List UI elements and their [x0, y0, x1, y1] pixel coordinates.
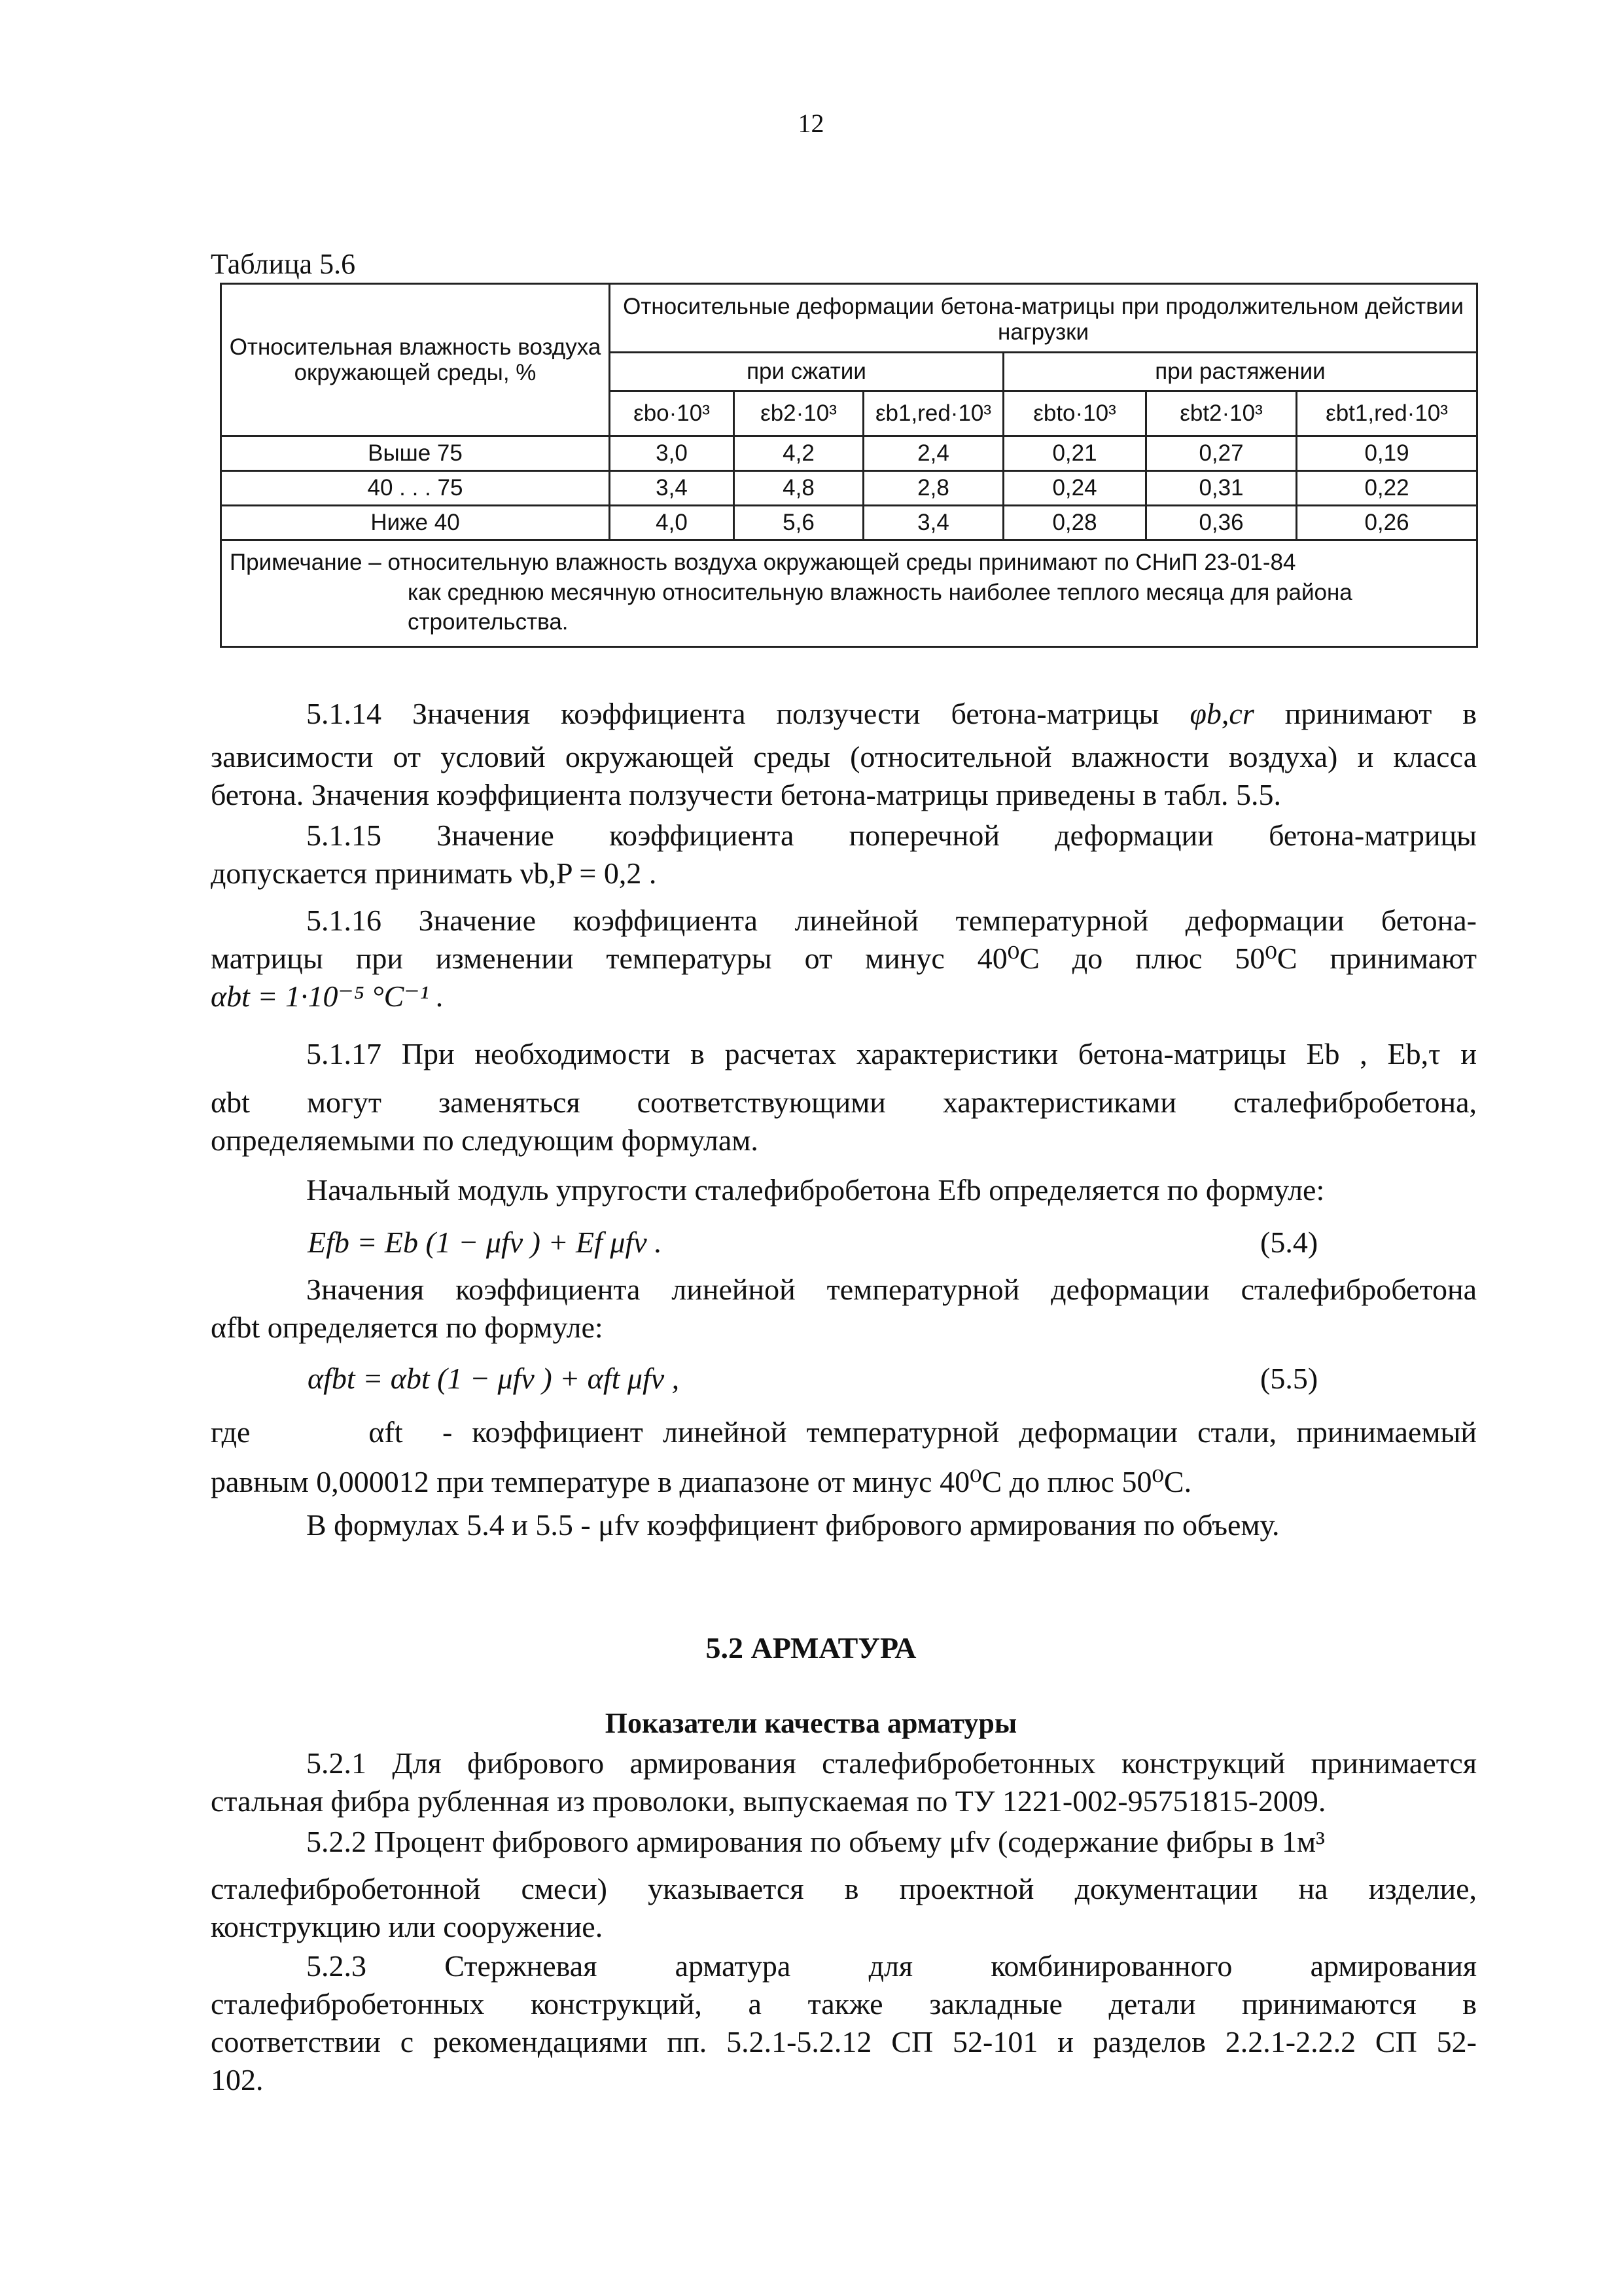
p-5-1-16-line-2: матрицы при изменении температуры от минус 40⁰С до плюс 50⁰С принимают [211, 942, 1477, 975]
table-cell: 3,0 [610, 436, 734, 471]
table-cell: 4,8 [734, 471, 864, 506]
table-note [221, 540, 1477, 647]
paragraph-5-1-15 [211, 817, 1477, 892]
table-cell: 4,0 [610, 506, 734, 540]
table-cell: 0,22 [1297, 471, 1477, 506]
table-cell: 0,26 [1297, 506, 1477, 540]
paragraph-alpha [211, 1271, 1477, 1347]
p-5-2-3-line-2: сталефибробетонных конструкций, а также закладные детали принимаются в [211, 1987, 1477, 2021]
row-label: Выше 75 [221, 436, 610, 471]
p-5-2-1-line-2: стальная фибра рубленная из проволоки, выпускаемая по ТУ 1221-002-95751815-2009. [211, 1784, 1326, 1818]
table-cell: 0,24 [1004, 471, 1146, 506]
p-5-2-2-line-2: сталефибробетонной смеси) указывается в проектной документации на изделие, [211, 1872, 1477, 1905]
p-5-2-2-line-1: 5.2.2 Процент фибрового армирования по объему μfv (содержание фибры в 1м³ [306, 1825, 1325, 1858]
table-cell: 0,27 [1146, 436, 1297, 471]
section-heading-5-2: 5.2 АРМАТУРА [705, 1631, 917, 1665]
subheader-eps-bto: εbto·10³ [1004, 391, 1146, 436]
table-cell: 3,4 [864, 506, 1004, 540]
paragraph-5-2-3 [211, 1947, 1477, 2099]
subheader-eps-bt2: εbt2·10³ [1146, 391, 1297, 436]
p-5-1-17-line-1: 5.1.17 При необходимости в расчетах характеристики бетона-матрицы Eb , Eb,τ и [306, 1037, 1477, 1070]
table-caption: Таблица 5.6 [211, 248, 356, 280]
table-cell: 5,6 [734, 506, 864, 540]
note-line-1: Примечание – относительную влажность воздуха окружающей среды принимают по СНиП 23-01-84 [230, 550, 1296, 575]
note-line-3: строительства. [408, 609, 569, 635]
p-alpha-line-1: Значения коэффициента линейной температурной деформации сталефибробетона [306, 1273, 1477, 1306]
header-deformations: Относительные деформации бетона-матрицы при продолжительном действии нагрузки [610, 284, 1477, 353]
p-5-1-14-text-b: принимают в [1284, 697, 1477, 730]
p-5-1-15-line-2: допускается принимать νb,P = 0,2 . [211, 857, 657, 890]
table-cell: 2,8 [864, 471, 1004, 506]
table-cell: 3,4 [610, 471, 734, 506]
row-label: Ниже 40 [221, 506, 610, 540]
p-5-2-2-line-3: конструкцию или сооружение. [211, 1910, 603, 1943]
p-modulus-line: Начальный модуль упругости сталефибробетона Efb определяется по формуле: [306, 1173, 1325, 1207]
p-alpha-line-2: αfbt определяется по формуле: [211, 1311, 603, 1344]
subheader-eps-bt1-red: εbt1,red·10³ [1297, 391, 1477, 436]
table-row [221, 506, 1477, 540]
paragraph-5-1-17 [211, 1035, 1477, 1073]
p-5-1-17-line-2: αbt могут заменяться соответствующими характеристиками сталефибробетона, [211, 1086, 1477, 1119]
paragraph-5-1-17-cont [211, 1084, 1477, 1159]
subheader-eps-b2: εb2·10³ [734, 391, 864, 436]
table-cell: 0,36 [1146, 506, 1297, 540]
paragraph-5-1-14-cont [211, 738, 1477, 814]
table-cell: 0,31 [1146, 471, 1297, 506]
formula-5-5: αfbt = αbt (1 − μfv ) + αft μfv , [308, 1362, 680, 1395]
paragraph-5-1-14 [211, 695, 1477, 733]
p-where-line-1: где αft - коэффициент линейной температурной деформации стали, принимаемый [211, 1415, 1477, 1449]
paragraph-5-2-2-cont [211, 1870, 1477, 1946]
note-line-2: как среднюю месячную относительную влажность наиболее теплого месяца для района [408, 579, 1352, 605]
table-cell: 0,21 [1004, 436, 1146, 471]
paragraph-modulus [306, 1171, 1484, 1209]
table-cell: 2,4 [864, 436, 1004, 471]
paragraph-where-cont [211, 1463, 1477, 1501]
table-cell: 0,19 [1297, 436, 1477, 471]
paragraph-where [211, 1413, 1477, 1451]
paragraph-5-2-2 [211, 1823, 1477, 1861]
p-where-line-2: равным 0,000012 при температуре в диапазоне от минус 40⁰С до плюс 50⁰С. [211, 1465, 1192, 1498]
p-5-2-1-line-1: 5.2.1 Для фибрового армирования сталефибробетонных конструкций принимается [306, 1746, 1477, 1780]
formula-5-4-number: (5.4) [1260, 1226, 1318, 1259]
subsection-heading-quality: Показатели качества арматуры [605, 1707, 1017, 1739]
paragraph-formulas [306, 1506, 1484, 1544]
paragraph-5-1-16 [211, 902, 1477, 1016]
header-compression: при сжатии [610, 353, 1004, 391]
p-5-2-3-line-1: 5.2.3 Стержневая арматура для комбинированного армирования [306, 1949, 1477, 1983]
p-5-1-16-line-1: 5.1.16 Значение коэффициента линейной температурной деформации бетона- [306, 904, 1477, 937]
page-number: 12 [798, 109, 824, 138]
p-5-2-3-line-4: 102. [211, 2063, 264, 2096]
subheader-eps-bo: εbo·10³ [610, 391, 734, 436]
p-formulas-line: В формулах 5.4 и 5.5 - μfv коэффициент фибрового армирования по объему. [306, 1508, 1280, 1542]
formula-5-4: Efb = Eb (1 − μfv ) + Ef μfv . [308, 1226, 662, 1259]
p-5-1-17-line-3: определяемыми по следующим формулам. [211, 1123, 758, 1157]
table-cell: 4,2 [734, 436, 864, 471]
p-5-2-3-line-3: соответствии с рекомендациями пп. 5.2.1-5.2.12 СП 52-101 и разделов 2.2.1-2.2.2 СП 52- [211, 2025, 1477, 2058]
p-5-1-14-text-a: 5.1.14 Значения коэффициента ползучести бетона-матрицы [306, 697, 1159, 730]
table-row [221, 436, 1477, 471]
p-5-1-14-line-3: бетона. Значения коэффициента ползучести бетона-матрицы приведены в табл. 5.5. [211, 778, 1282, 811]
header-humidity: Относительная влажность воздуха окружающей среды, % [221, 284, 610, 436]
creep-coefficient-symbol: φb,cr [1190, 697, 1254, 730]
header-tension: при растяжении [1004, 353, 1477, 391]
subheader-eps-b1-red: εb1,red·10³ [864, 391, 1004, 436]
p-5-1-14-line-2: зависимости от условий окружающей среды (относительной влажности воздуха) и класса [211, 740, 1477, 773]
p-5-1-15-line-1: 5.1.15 Значение коэффициента поперечной деформации бетона-матрицы [306, 819, 1477, 852]
deformation-table [220, 283, 1478, 648]
row-label: 40 . . . 75 [221, 471, 610, 506]
paragraph-5-2-1 [211, 1744, 1477, 1820]
table-row [221, 471, 1477, 506]
p-5-1-16-line-3: αbt = 1·10⁻⁵ °C⁻¹ . [211, 980, 444, 1013]
formula-5-5-number: (5.5) [1260, 1362, 1318, 1395]
table-cell: 0,28 [1004, 506, 1146, 540]
